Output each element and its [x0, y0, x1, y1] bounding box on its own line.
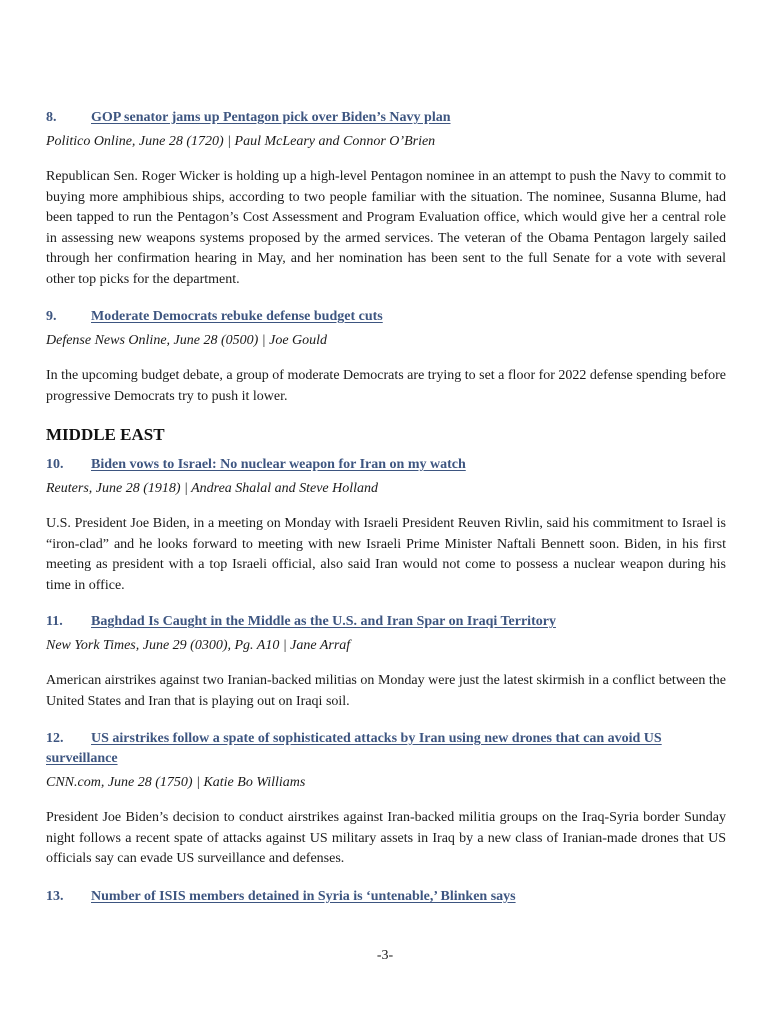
- article-number: 11.: [46, 614, 63, 629]
- page-number: -3-: [376, 948, 394, 963]
- article-9: [46, 307, 726, 407]
- article-12: [46, 729, 726, 870]
- article-headline-link[interactable]: [46, 455, 726, 475]
- article-number: 9.: [46, 309, 57, 324]
- article-summary: Republican Sen. Roger Wicker is holding up a high-level Pentagon nominee in an attempt to push the Navy to commit to buying more amphibious ships, according to two people familiar with the situation. The nominee, Susanna Blume, had been tapped to run the Pentagon’s Cost Assessment and Program Evaluation office, which would give her a central role in assessing new weapons systems proposed by the armed services. The veteran of the Obama Pentagon largely sailed through her confirmation hearing in May, and her nomination has been sent to the full Senate for a vote with several other top picks for the department.: [46, 169, 726, 287]
- article-headline-link[interactable]: [46, 307, 726, 327]
- article-headline-link[interactable]: [46, 108, 726, 128]
- article-headline-link[interactable]: [46, 729, 726, 769]
- article-source: New York Times, June 29 (0300), Pg. A10 | Jane Arraf: [46, 638, 351, 653]
- article-source: Defense News Online, June 28 (0500) | Joe Gould: [46, 333, 328, 348]
- article-headline-text[interactable]: GOP senator jams up Pentagon pick over Biden’s Navy plan: [91, 110, 451, 125]
- article-13: [46, 887, 726, 907]
- article-11: [46, 612, 726, 712]
- article-8: [46, 108, 726, 290]
- article-headline-text[interactable]: Number of ISIS members detained in Syria is ‘untenable,’ Blinken says: [91, 889, 516, 904]
- article-number: 8.: [46, 110, 57, 125]
- article-number: 13.: [46, 889, 64, 904]
- article-summary: President Joe Biden’s decision to conduct airstrikes against Iran-backed militia groups on the Iraq-Syria border Sunday night follows a recent spate of attacks against US military assets in Iraq by a new class of Iranian-made drones that US officials say can evade US surveillance and defenses.: [46, 810, 726, 866]
- article-source: Reuters, June 28 (1918) | Andrea Shalal and Steve Holland: [46, 481, 379, 496]
- article-number: 10.: [46, 457, 64, 472]
- article-summary: In the upcoming budget debate, a group of moderate Democrats are trying to set a floor for 2022 defense spending before progressive Democrats try to push it lower.: [46, 368, 726, 404]
- article-headline-link[interactable]: [46, 612, 726, 632]
- article-headline-text[interactable]: US airstrikes follow a spate of sophisticated attacks by Iran using new drones that can avoid US surveillance: [46, 731, 662, 766]
- article-headline-text[interactable]: Moderate Democrats rebuke defense budget cuts: [91, 309, 383, 324]
- article-number: 12.: [46, 731, 64, 746]
- article-source: Politico Online, June 28 (1720) | Paul McLeary and Connor O’Brien: [46, 134, 436, 149]
- article-summary: American airstrikes against two Iranian-backed militias on Monday were just the latest skirmish in a conflict between the United States and Iran that is playing out on Iraqi soil.: [46, 673, 726, 709]
- article-headline-link[interactable]: [46, 887, 726, 907]
- article-summary: U.S. President Joe Biden, in a meeting on Monday with Israeli President Reuven Rivlin, said his commitment to Israel is “iron-clad” and he looks forward to meeting with new Israeli Prime Minister Naftali Bennett soon. Biden, in his first meeting as president with a top Israeli official, also said Iran would not come to possess a nuclear weapon during his time in office.: [46, 516, 726, 593]
- section-heading: MIDDLE EAST: [46, 425, 165, 444]
- article-headline-text[interactable]: Baghdad Is Caught in the Middle as the U.S. and Iran Spar on Iraqi Territory: [91, 614, 556, 629]
- article-source: CNN.com, June 28 (1750) | Katie Bo Williams: [46, 775, 306, 790]
- article-headline-text[interactable]: Biden vows to Israel: No nuclear weapon for Iran on my watch: [91, 457, 466, 472]
- article-10: [46, 455, 726, 596]
